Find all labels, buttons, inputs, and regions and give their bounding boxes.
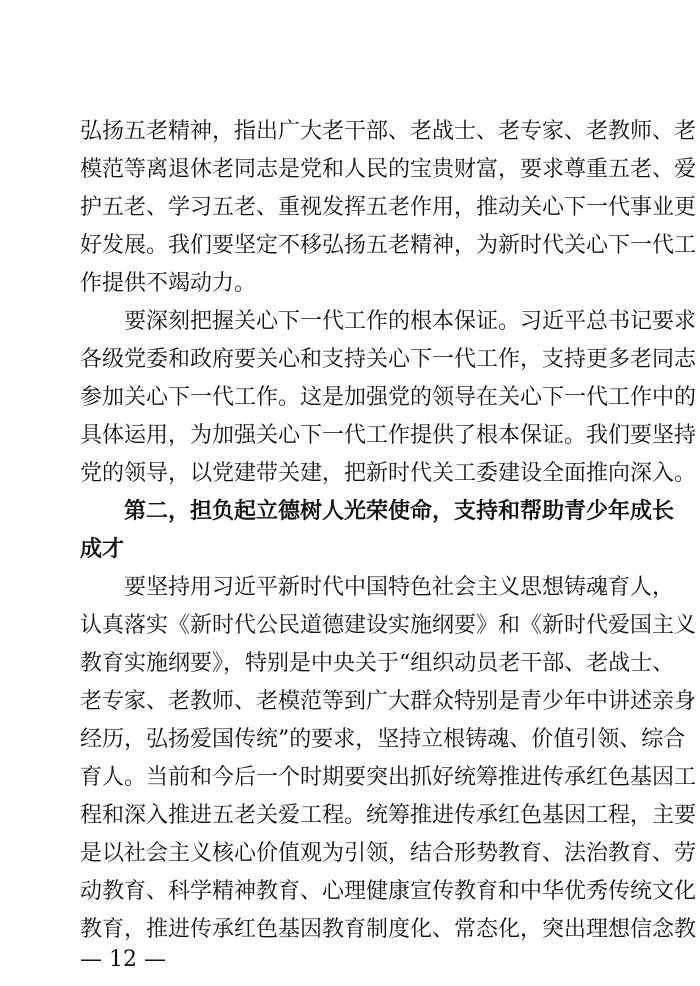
body-line: 好发展。我们要坚定不移弘扬五老精神，为新时代关心下一代工 — [80, 233, 697, 258]
body-line: 认真落实《新时代公民道德建设实施纲要》和《新时代爱国主义 — [80, 613, 697, 638]
body-line: 教育实施纲要》，特别是中央关于“组织动员老干部、老战士、 — [80, 651, 675, 676]
body-line: 各级党委和政府要关心和支持关心下一代工作，支持更多老同志 — [80, 347, 697, 372]
body-line: 经历，弘扬爱国传统”的要求，坚持立根铸魂、价值引领、综合 — [80, 727, 686, 752]
body-line: 具体运用，为加强关心下一代工作提供了根本保证。我们要坚持 — [80, 423, 697, 448]
body-line: 护五老、学习五老、重视发挥五老作用，推动关心下一代事业更 — [80, 195, 697, 220]
body-line: 要坚持用习近平新时代中国特色社会主义思想铸魂育人， — [124, 575, 675, 600]
body-line: 要深刻把握关心下一代工作的根本保证。习近平总书记要求 — [124, 309, 697, 334]
body-line: 参加关心下一代工作。这是加强党的领导在关心下一代工作中的 — [80, 385, 697, 410]
page-number: — 12 — — [80, 947, 166, 972]
body-line: 老专家、老教师、老模范等到广大群众特别是青少年中讲述亲身 — [80, 689, 697, 714]
body-line: 动教育、科学精神教育、心理健康宣传教育和中华优秀传统文化 — [80, 879, 697, 904]
body-line: 党的领导，以党建带关建，把新时代关工委建设全面推向深入。 — [80, 461, 697, 486]
body-line: 程和深入推进五老关爱工程。统筹推进传承红色基因工程，主要 — [80, 803, 697, 828]
body-line: 是以社会主义核心价值观为引领，结合形势教育、法治教育、劳 — [80, 841, 697, 866]
body-line: 弘扬五老精神，指出广大老干部、老战士、老专家、老教师、老 — [80, 119, 697, 144]
body-line: 育人。当前和今后一个时期要突出抓好统筹推进传承红色基因工 — [80, 765, 697, 790]
body-line: 作提供不竭动力。 — [80, 271, 257, 296]
section-heading: 第二，担负起立德树人光荣使命，支持和帮助青少年成长 — [124, 499, 675, 524]
body-line: 教育，推进传承红色基因教育制度化、常态化，突出理想信念教 — [80, 917, 697, 942]
body-line: 模范等离退休老同志是党和人民的宝贵财富，要求尊重五老、爱 — [80, 157, 697, 182]
section-heading: 成才 — [80, 537, 125, 562]
